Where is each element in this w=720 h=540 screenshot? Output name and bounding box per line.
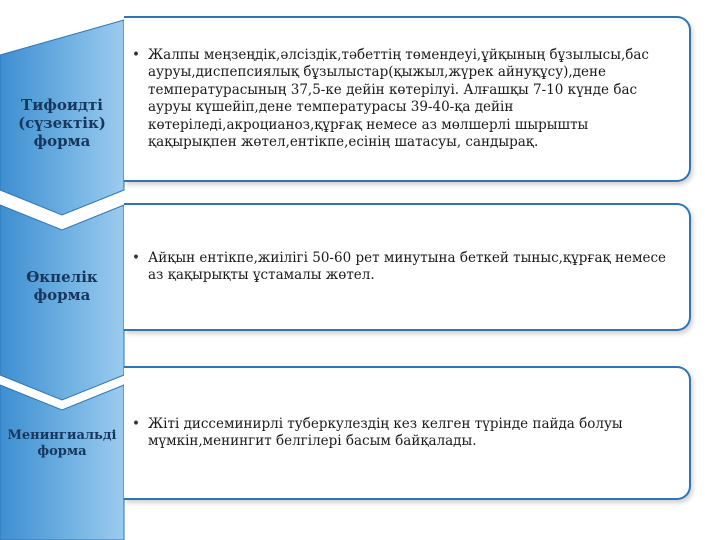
chevron-3: [0, 385, 124, 540]
bullet-text: Айқын ентікпе,жиілігі 50-60 рет минутына беткей тыныс,құрғақ немесе аз қақырықты ұстамалы жөтел.: [148, 249, 666, 283]
bullet-list: [124, 416, 689, 451]
content-box-meningeal: [124, 366, 691, 500]
content-box-typhoid: [124, 16, 691, 182]
chevron-label-meningeal: Менингиальді форма: [7, 428, 117, 459]
bullet-item: [132, 416, 675, 451]
bullet-text: Жалпы меңзеңдік,әлсіздік,тәбеттің төмендеуі,ұйқының бұзылысы,бас ауруы,диспепсиялық бұзылыстар(қыжыл,жүрек айнуқұсу),дене температурасының 37,5-ке дейін көтерілуі. Алғашқы 7-10 күнде бас ауруы күшейіп,дене температурасы 39-40-қа дейін көтеріледі,акроцианоз,құрғақ немесе аз мөлшерлі шырышты қақырықпен жөтел,ентікпе,есінің шатасуы, сандырақ.: [148, 46, 649, 150]
bullet-marker: •: [132, 46, 140, 63]
chevron-label-pulmonary: Өкпелік форма: [26, 268, 98, 304]
chevron-label-typhoid: Тифоидті (сүзектік) форма: [18, 96, 106, 150]
bullet-list: [124, 250, 689, 285]
bullet-item: [132, 250, 675, 285]
bullet-marker: •: [132, 249, 140, 266]
bullet-list: [124, 47, 689, 152]
bullet-text: Жіті диссеминирлі туберкулездің кез келген түрінде пайда болуы мүмкін,менингит белгілері басым байқалады.: [148, 415, 623, 449]
bullet-item: [132, 47, 675, 152]
content-box-pulmonary: [124, 203, 691, 331]
bullet-marker: •: [132, 415, 140, 432]
